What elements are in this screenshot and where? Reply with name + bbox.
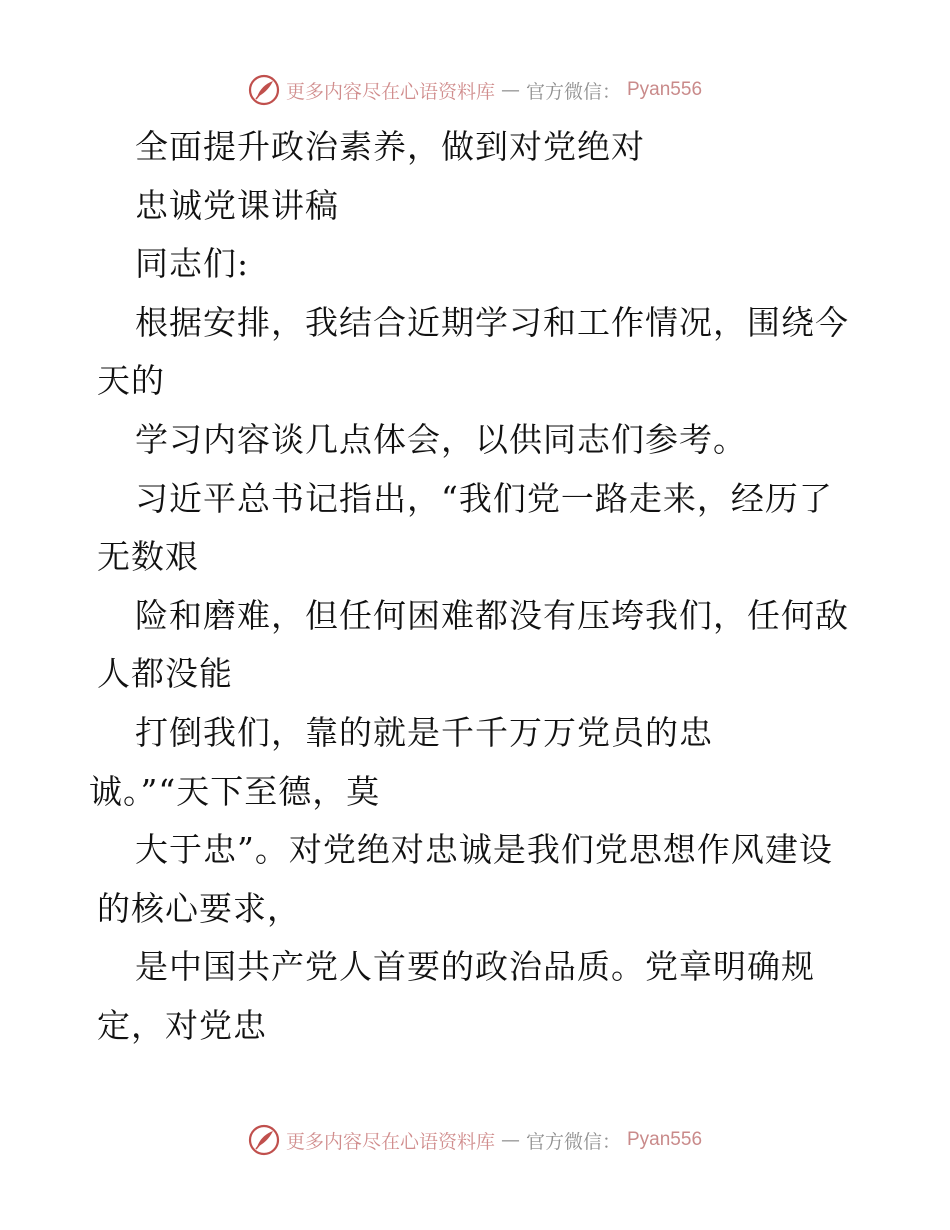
paragraph-line: 定，对党忠 <box>97 1005 267 1045</box>
watermark-site-text: 更多内容尽在心语资料库 <box>285 1130 495 1153</box>
watermark-dash: — <box>500 79 520 101</box>
paragraph-line: 是中国共产党人首要的政治品质。党章明确规 <box>135 947 815 987</box>
watermark-wechat-label: 官方微信： <box>525 80 621 103</box>
watermark-wechat-id: Pyan556 <box>627 79 703 100</box>
paragraph-line: 的核心要求， <box>97 888 301 928</box>
paragraph-line: 无数艰 <box>97 537 199 577</box>
title-line-1: 全面提升政治素养，做到对党绝对 <box>135 127 645 166</box>
paragraph-line: 天的 <box>97 361 165 401</box>
watermark-site-text: 更多内容尽在心语资料库 <box>285 80 495 103</box>
title-line-2: 忠诚党课讲稿 <box>135 185 339 225</box>
document-body <box>89 118 877 1056</box>
header-watermark <box>0 70 950 110</box>
watermark-wechat-label: 官方微信： <box>525 1130 621 1153</box>
paragraph-line: 学习内容谈几点体会，以供同志们参考。 <box>135 419 747 459</box>
feather-pen-logo-icon <box>248 1124 280 1156</box>
salutation: 同志们: <box>135 244 250 284</box>
paragraph-line: 诚。”“天下至德，莫 <box>89 771 381 811</box>
footer-watermark <box>0 1120 950 1160</box>
feather-pen-logo-icon <box>248 74 280 106</box>
paragraph-line: 习近平总书记指出，“我们党一路走来，经历了 <box>135 478 833 518</box>
paragraph-line: 大于忠”。对党绝对忠诚是我们党思想作风建设 <box>135 830 833 870</box>
paragraph-line: 打倒我们，靠的就是千千万万党员的忠 <box>135 712 713 752</box>
paragraph-line: 险和磨难，但任何困难都没有压垮我们，任何敌 <box>135 595 849 635</box>
watermark-dash: — <box>500 1129 520 1151</box>
paragraph-line: 人都没能 <box>97 654 233 694</box>
watermark-wechat-id: Pyan556 <box>627 1129 703 1150</box>
paragraph-line: 根据安排，我结合近期学习和工作情况，围绕今 <box>135 302 849 342</box>
